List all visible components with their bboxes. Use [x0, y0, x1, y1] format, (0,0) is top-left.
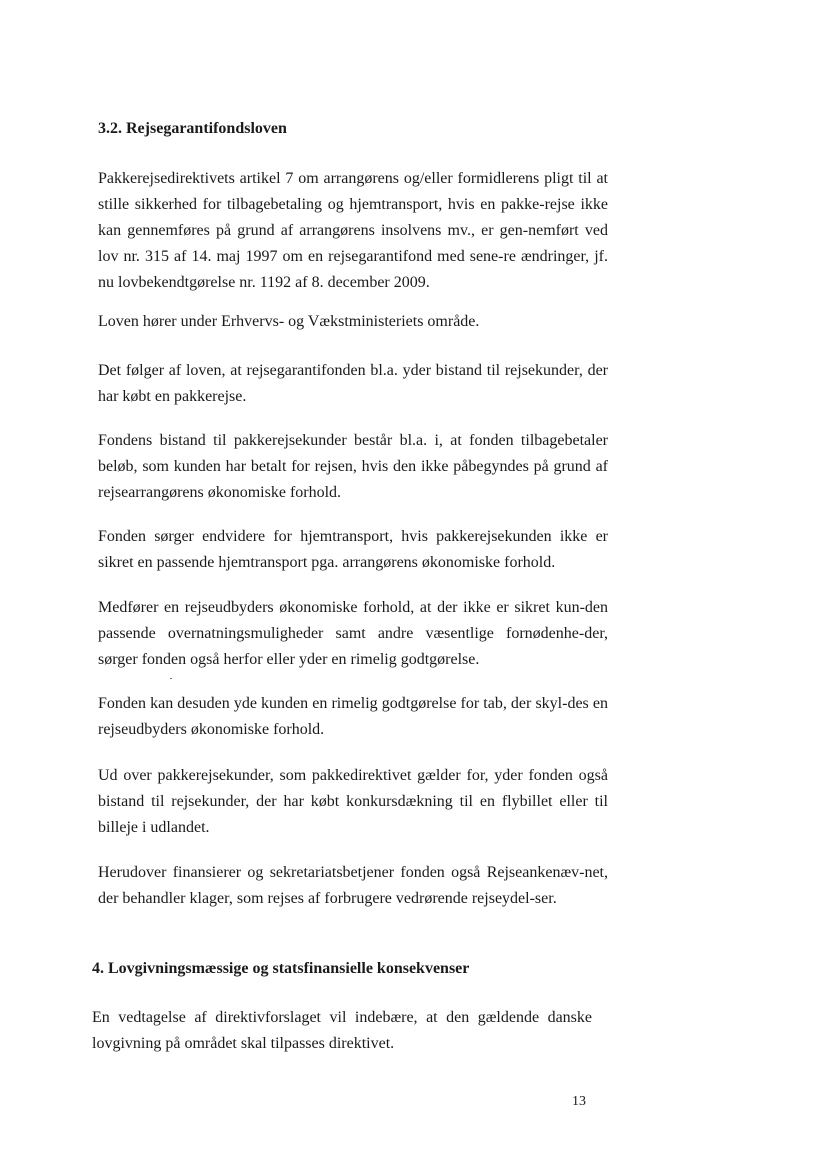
paragraph: Loven hører under Erhvervs- og Vækstministeriets område. — [98, 313, 480, 330]
page-number: 13 — [572, 1094, 586, 1109]
paragraph-accommodation — [98, 595, 608, 673]
paragraph-article-7 — [98, 166, 608, 296]
paragraph-appeals-board — [98, 860, 608, 912]
section-heading-4 — [92, 958, 602, 980]
paragraph: Ud over pakkerejsekunder, som pakkedirektivet gælder for, yder fonden også bistand til rejsekunder, der har købt konkursdækning til en flybillet eller til billeje i udlandet. — [98, 767, 608, 836]
paragraph: Pakkerejsedirektivets artikel 7 om arrangørens og/eller formidlerens pligt til at stille sikkerhed for tilbagebetaling og hjemtransport, hvis en pakke-rejse ikke kan gennemføres på grund af arrangørens insolvens mv., er gen-nemført ved lov nr. 315 af 14. maj 1997 om en rejsegarantifond med sene-re ændringer, jf. nu lovbekendtgørelse nr. 1192 af 8. december 2009. — [98, 170, 608, 291]
paragraph-other-customers — [98, 763, 608, 841]
paragraph-home-transport — [98, 524, 608, 576]
section-heading: 3.2. Rejsegarantifondsloven — [98, 120, 287, 137]
paragraph-consequences — [92, 1005, 592, 1057]
paragraph-fund-assistance — [98, 358, 608, 410]
scan-speck — [170, 678, 172, 679]
paragraph: Fondens bistand til pakkerejsekunder består bl.a. i, at fonden tilbagebetaler beløb, som kunden har betalt for rejsen, hvis den ikke påbegyndes på grund af rejsearrangørens økonomiske forhold. — [98, 432, 608, 501]
paragraph-compensation — [98, 691, 608, 743]
paragraph: Medfører en rejseudbyders økonomiske forhold, at der ikke er sikret kun-den passende overnatningsmuligheder samt andre væsentlige fornødenhe-der, sørger fonden også herfor eller yder en rimelig godtgørelse. — [98, 599, 608, 668]
section-heading-3-2 — [98, 118, 608, 140]
paragraph: Fonden sørger endvidere for hjemtransport, hvis pakkerejsekunden ikke er sikret en passende hjemtransport pga. arrangørens økonomiske forhold. — [98, 528, 608, 571]
paragraph: Det følger af loven, at rejsegarantifonden bl.a. yder bistand til rejsekunder, der har købt en pakkerejse. — [98, 362, 608, 405]
paragraph: En vedtagelse af direktivforslaget vil indebære, at den gældende danske lovgivning på området skal tilpasses direktivet. — [92, 1009, 592, 1052]
paragraph-ministry — [98, 309, 608, 335]
paragraph: Herudover finansierer og sekretariatsbetjener fonden også Rejseankenæv-net, der behandler klager, som rejses af forbrugere vedrørende rejseydel-ser. — [98, 864, 608, 907]
paragraph: Fonden kan desuden yde kunden en rimelig godtgørelse for tab, der skyl-des en rejseudbyders økonomiske forhold. — [98, 695, 608, 738]
paragraph-refund — [98, 428, 608, 506]
section-heading: 4. Lovgivningsmæssige og statsfinansielle konsekvenser — [92, 960, 470, 977]
